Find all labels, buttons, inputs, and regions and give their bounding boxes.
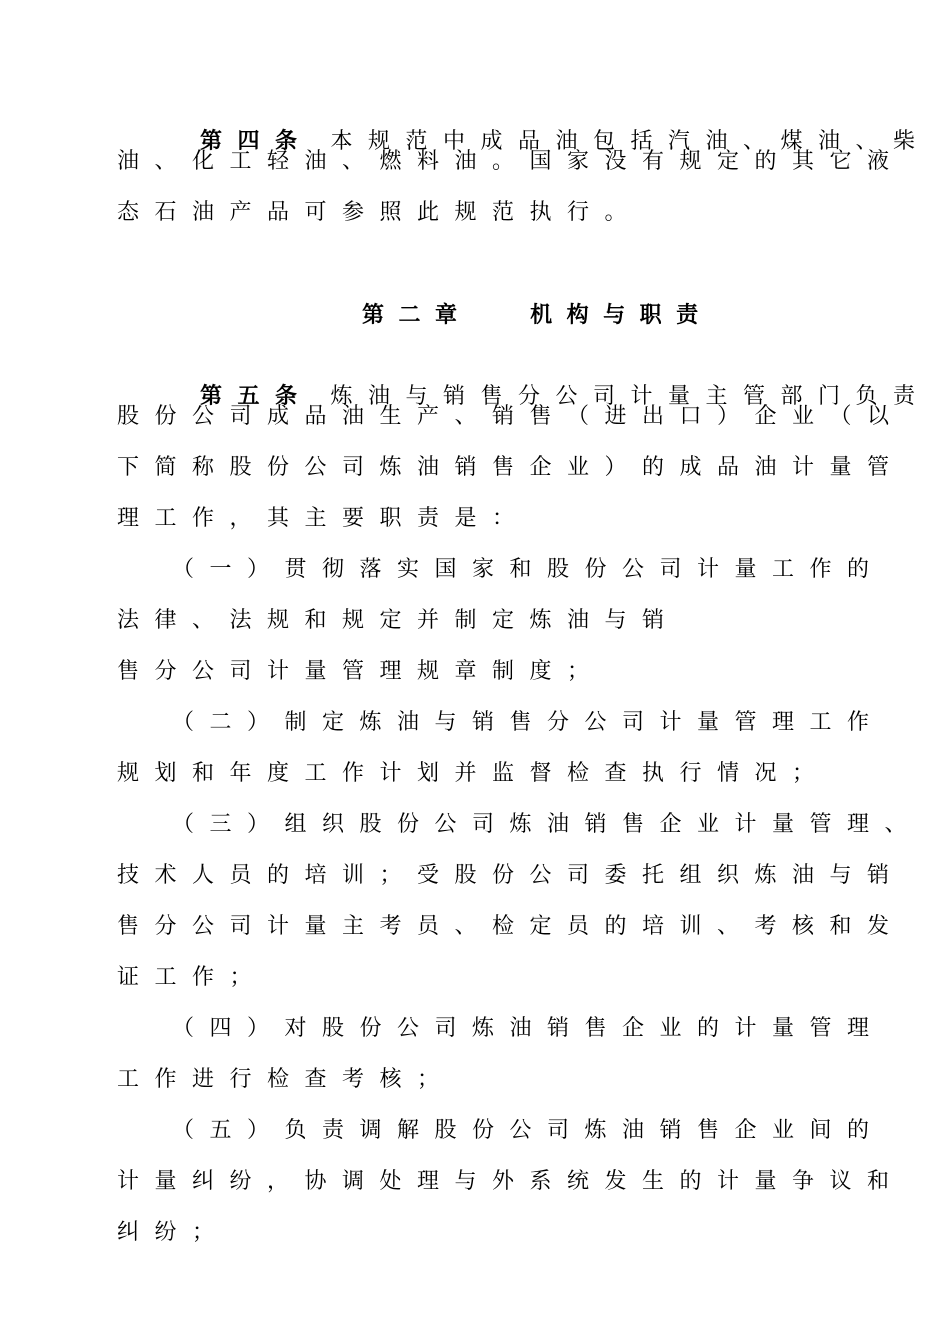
article-5-label: 第五条 (199, 383, 313, 409)
article-4-line-2: 油、化工轻油、燃料油。国家没有规定的其它液 (117, 149, 905, 174)
article-4-first-line (172, 96, 931, 154)
article-5-line-2: 股份公司成品油生产、销售（进出口）企业（以 (117, 404, 905, 429)
article-4-label: 第四条 (199, 128, 313, 154)
item-1-line-1: （一）贯彻落实国家和股份公司计量工作的 (172, 557, 885, 582)
item-3-line-3: 售分公司计量主考员、检定员的培训、考核和发 (117, 914, 905, 939)
item-5-line-2: 计量纠纷，协调处理与外系统发生的计量争议和 (117, 1169, 905, 1194)
item-3-line-4: 证工作； (117, 965, 268, 990)
article-4-text: 本规范中成品油包括汽油、煤油、柴 (330, 129, 931, 154)
article-5-text: 炼油与销售分公司计量主管部门负责 (330, 384, 931, 409)
item-4-line-1: （四）对股份公司炼油销售企业的计量管理 (172, 1016, 885, 1041)
article-5-line-4: 理工作，其主要职责是： (117, 506, 530, 531)
item-1-line-2: 法律、法规和规定并制定炼油与销 (117, 608, 680, 633)
item-5-line-3: 纠纷； (117, 1220, 230, 1245)
item-2-line-2: 规划和年度工作计划并监督检查执行情况； (117, 761, 830, 786)
article-5-line-3: 下简称股份公司炼油销售企业）的成品油计量管 (117, 455, 905, 480)
item-1-line-3: 售分公司计量管理规章制度； (117, 659, 605, 684)
chapter-2-heading: 第二章 机构与职责 (362, 302, 713, 328)
item-4-line-2: 工作进行检查考核； (117, 1067, 455, 1092)
item-5-line-1: （五）负责调解股份公司炼油销售企业间的 (172, 1118, 885, 1143)
article-4-line-3: 态石油产品可参照此规范执行。 (117, 200, 643, 225)
item-3-line-2: 技术人员的培训；受股份公司委托组织炼油与销 (117, 863, 905, 888)
article-5-first-line (172, 351, 931, 409)
item-2-line-1: （二）制定炼油与销售分公司计量管理工作 (172, 710, 885, 735)
item-3-line-1: （三）组织股份公司炼油销售企业计量管理、 (172, 812, 923, 837)
